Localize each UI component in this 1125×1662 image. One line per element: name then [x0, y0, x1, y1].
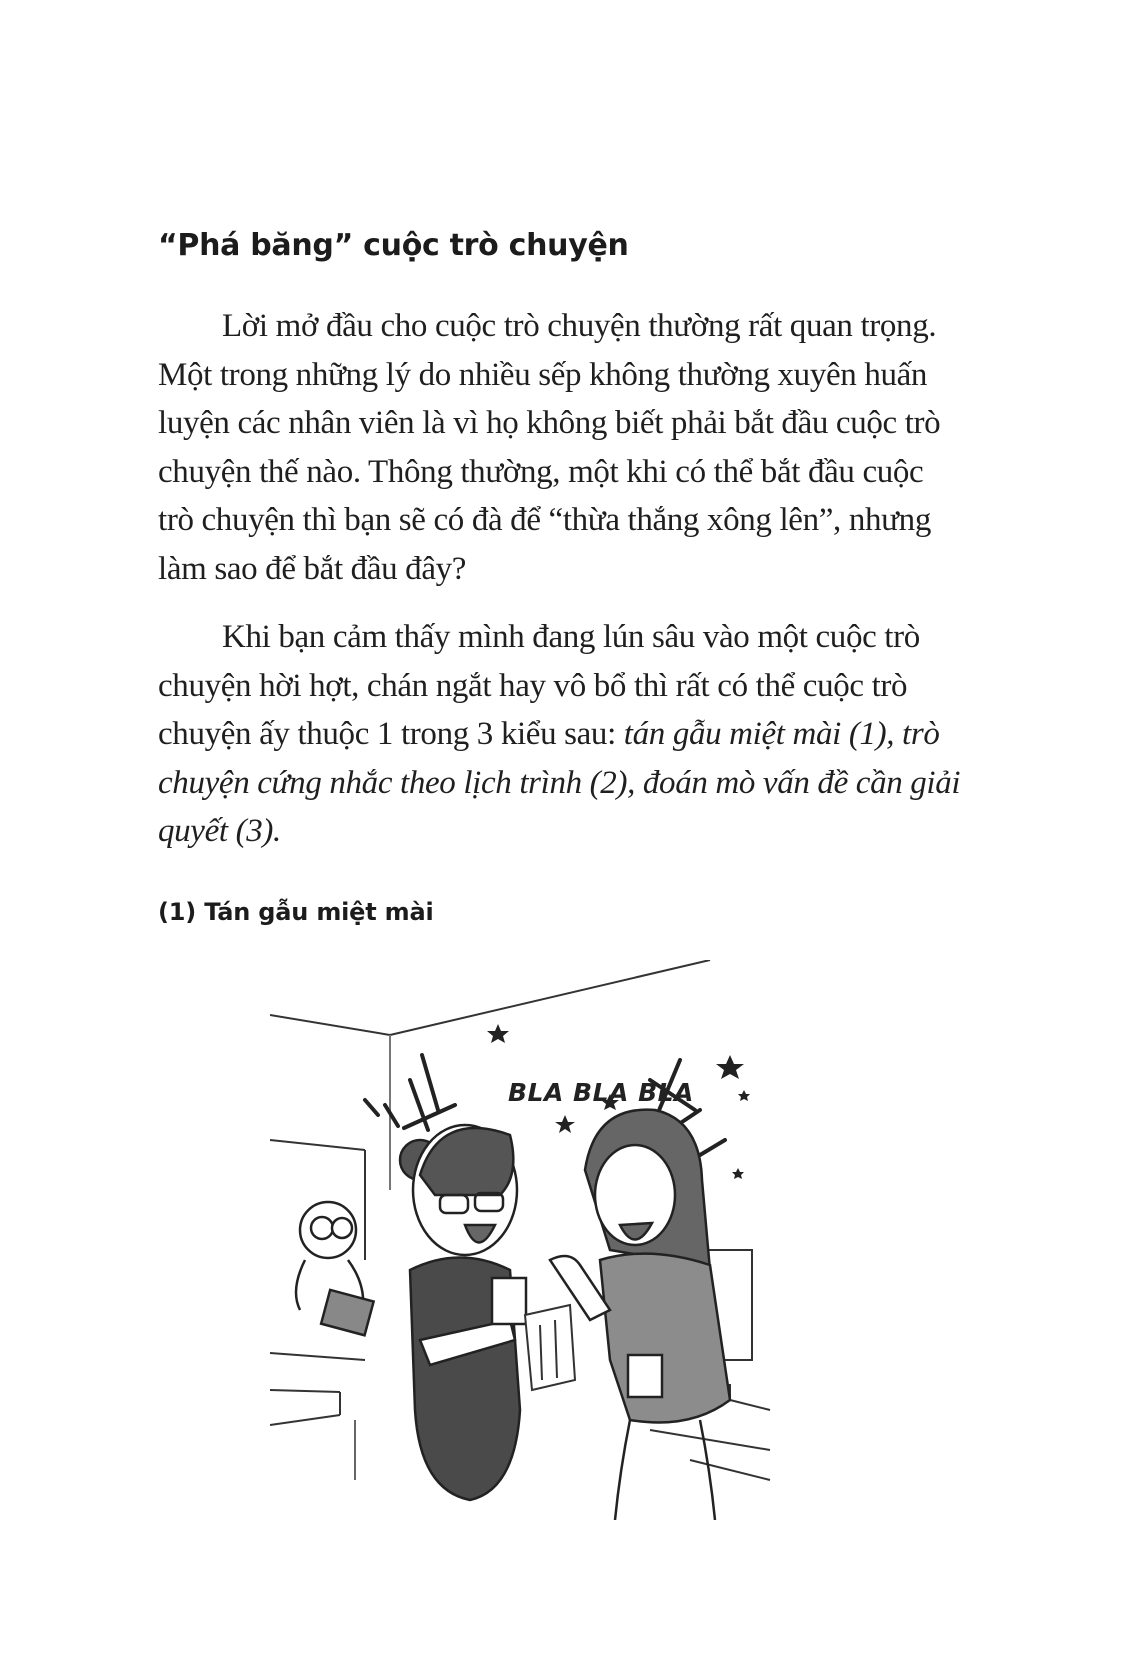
plain-text: chuyện ấy thuộc 1 trong 3 kiểu sau:: [158, 716, 624, 752]
paragraph-2: [158, 613, 961, 856]
paragraph-1: [158, 302, 958, 593]
paragraph-1-line: chuyện thế nào. Thông thường, một khi có thể bắt đầu cuộc: [158, 453, 924, 490]
paragraph-1-line: trò chuyện thì bạn sẽ có đà để “thừa thắng xông lên”, nhưng: [158, 502, 931, 538]
subsection-heading: (1) Tán gẫu miệt mài: [158, 898, 434, 926]
paragraph-2-line: [158, 710, 958, 759]
speech-sound-effect: BLA BLA BLA: [508, 1078, 694, 1107]
italic-text: tán gẫu miệt mài (1), trò: [623, 716, 940, 752]
section-heading: “Phá băng” cuộc trò chuyện: [158, 228, 629, 263]
paragraph-1-line: Lời mở đầu cho cuộc trò chuyện thường rất quan trọng.: [222, 308, 937, 344]
paragraph-1-line: Một trong những lý do nhiều sếp không thường xuyên huấn: [158, 356, 928, 393]
comic-illustration: [270, 960, 850, 1520]
paragraph-2-line: Khi bạn cảm thấy mình đang lún sâu vào một cuộc trò: [222, 619, 920, 655]
office-chat-illustration-icon: [270, 960, 850, 1520]
paragraph-2-line: chuyện hời hợt, chán ngắt hay vô bổ thì rất có thể cuộc trò: [158, 667, 908, 704]
paragraph-2-line: quyết (3).: [158, 813, 281, 849]
paragraph-1-line: làm sao để bắt đầu đây?: [158, 550, 467, 587]
paragraph-2-line: chuyện cứng nhắc theo lịch trình (2), đoán mò vấn đề cần giải: [158, 764, 961, 801]
paragraph-1-line: luyện các nhân viên là vì họ không biết phải bắt đầu cuộc trò: [158, 405, 941, 441]
